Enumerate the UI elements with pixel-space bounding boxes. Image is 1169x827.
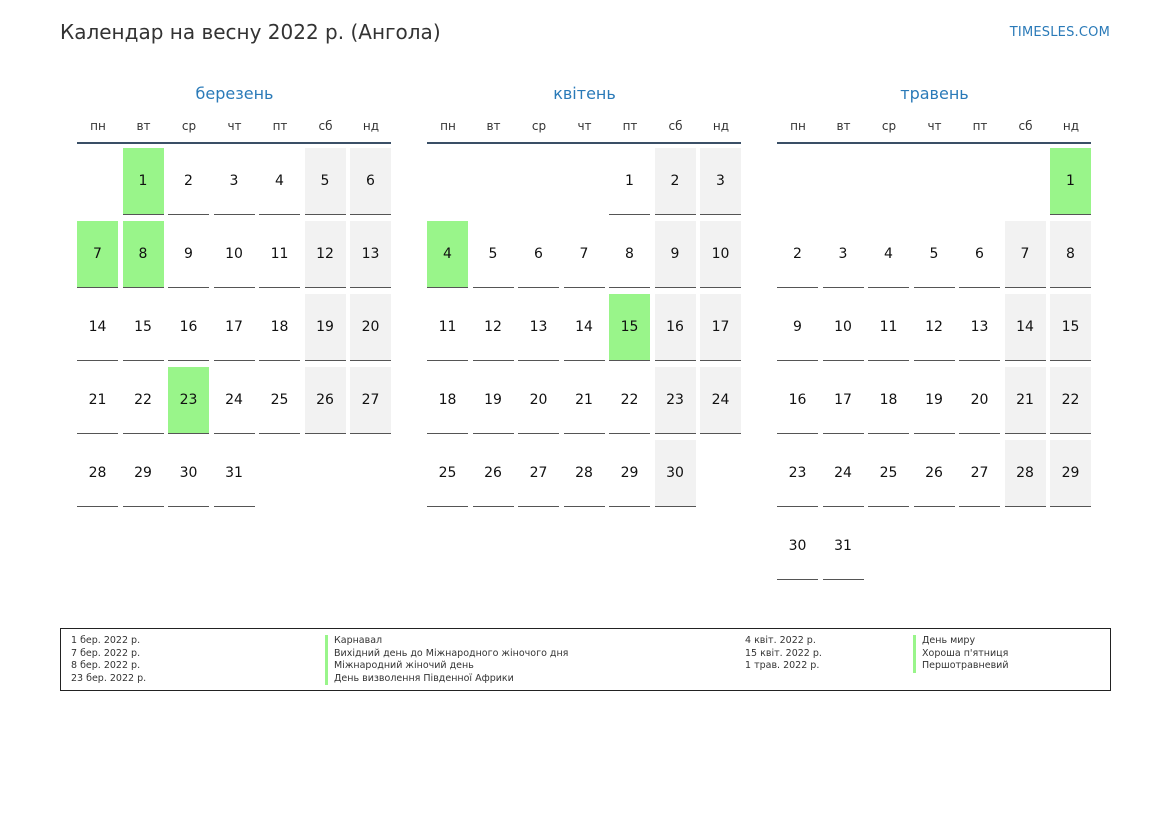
day-cell: 15 [123,294,164,361]
day-cell: 21 [564,367,605,434]
day-cell: 14 [1005,294,1046,361]
weekday-label: пт [622,119,638,133]
weekday-label: ср [881,119,897,133]
day-cell: 11 [868,294,909,361]
day-cell: 30 [168,440,209,507]
page-title: Календар на весну 2022 р. (Ангола) [60,20,441,44]
day-cell: 22 [123,367,164,434]
holiday-day-cell: 1 [1050,148,1091,215]
day-cell: 12 [305,221,346,288]
holiday-day-cell: 4 [427,221,468,288]
day-cell: 20 [518,367,559,434]
legend-holiday-name: Міжнародний жіночий день [325,660,474,673]
legend-holiday-name: Першотравневий [913,660,1009,673]
day-cell: 5 [473,221,514,288]
day-cell: 6 [959,221,1000,288]
month-name: травень [900,84,969,103]
day-cell: 18 [868,367,909,434]
day-cell: 13 [350,221,391,288]
weekday-label: нд [1062,119,1080,133]
legend-date: 15 квіт. 2022 р. [745,647,822,659]
weekday-label: вт [486,119,501,133]
weekday-label: чт [227,119,242,133]
legend-holiday-name: Вихідний день до Міжнародного жіночого дня [325,648,568,661]
day-cell: 12 [473,294,514,361]
day-cell: 18 [427,367,468,434]
day-cell: 19 [305,294,346,361]
day-cell: 28 [1005,440,1046,507]
legend-date: 7 бер. 2022 р. [71,647,141,659]
day-cell: 8 [609,221,650,288]
day-cell: 13 [959,294,1000,361]
day-cell: 9 [777,294,818,361]
holiday-legend [60,628,1111,691]
day-cell: 24 [700,367,741,434]
weekday-label: вт [836,119,851,133]
day-cell: 31 [823,513,864,580]
weekday-label: ср [531,119,547,133]
weekday-label: нд [362,119,380,133]
holiday-day-cell: 15 [609,294,650,361]
day-cell: 17 [823,367,864,434]
day-cell: 20 [350,294,391,361]
day-cell: 7 [564,221,605,288]
day-cell: 26 [305,367,346,434]
legend-holiday-name: Хороша п'ятниця [913,648,1008,661]
day-cell: 24 [214,367,255,434]
day-cell: 14 [564,294,605,361]
day-cell: 5 [914,221,955,288]
day-cell: 16 [168,294,209,361]
day-cell: 10 [823,294,864,361]
day-cell: 6 [518,221,559,288]
day-cell: 9 [168,221,209,288]
legend-holiday-name: День визволення Південної Африки [325,673,514,686]
weekday-label: пн [790,119,806,133]
holiday-day-cell: 1 [123,148,164,215]
holiday-day-cell: 8 [123,221,164,288]
weekday-label: пн [90,119,106,133]
day-cell: 2 [655,148,696,215]
legend-date: 8 бер. 2022 р. [71,660,141,671]
day-cell: 29 [123,440,164,507]
weekday-label: пт [972,119,988,133]
weekday-label: пт [272,119,288,133]
day-cell: 4 [259,148,300,215]
day-cell: 10 [700,221,741,288]
day-cell: 11 [259,221,300,288]
holiday-day-cell: 23 [168,367,209,434]
day-cell: 2 [777,221,818,288]
month-name: квітень [553,84,616,103]
site-link[interactable]: TIMESLES.COM [1009,25,1110,40]
holiday-day-cell: 7 [77,221,118,288]
day-cell: 31 [214,440,255,507]
weekday-label: сб [668,119,683,133]
day-cell: 5 [305,148,346,215]
day-cell: 29 [609,440,650,507]
weekday-label: пн [440,119,456,133]
day-cell: 3 [823,221,864,288]
day-cell: 9 [655,221,696,288]
weekday-label: вт [136,119,151,133]
weekday-label: нд [712,119,730,133]
day-cell: 18 [259,294,300,361]
day-cell: 12 [914,294,955,361]
month-divider [777,142,1091,144]
day-cell: 26 [473,440,514,507]
legend-date: 23 бер. 2022 р. [71,672,147,684]
day-cell: 3 [700,148,741,215]
day-cell: 4 [868,221,909,288]
day-cell: 19 [473,367,514,434]
day-cell: 26 [914,440,955,507]
day-cell: 10 [214,221,255,288]
legend-date: 1 бер. 2022 р. [71,635,141,646]
day-cell: 17 [214,294,255,361]
day-cell: 28 [77,440,118,507]
month-divider [427,142,741,144]
day-cell: 27 [518,440,559,507]
legend-holiday-name: День миру [913,635,975,648]
day-cell: 22 [1050,367,1091,434]
day-cell: 17 [700,294,741,361]
day-cell: 30 [777,513,818,580]
day-cell: 25 [868,440,909,507]
month-name: березень [195,84,274,103]
day-cell: 16 [777,367,818,434]
weekday-label: сб [1018,119,1033,133]
day-cell: 25 [259,367,300,434]
day-cell: 20 [959,367,1000,434]
weekday-label: ср [181,119,197,133]
day-cell: 11 [427,294,468,361]
day-cell: 24 [823,440,864,507]
day-cell: 27 [350,367,391,434]
legend-date: 1 трав. 2022 р. [745,660,820,671]
legend-date: 4 квіт. 2022 р. [745,635,816,646]
day-cell: 21 [1005,367,1046,434]
weekday-label: чт [927,119,942,133]
month-divider [77,142,391,144]
day-cell: 15 [1050,294,1091,361]
weekday-label: сб [318,119,333,133]
day-cell: 25 [427,440,468,507]
day-cell: 23 [777,440,818,507]
day-cell: 2 [168,148,209,215]
day-cell: 3 [214,148,255,215]
day-cell: 22 [609,367,650,434]
day-cell: 23 [655,367,696,434]
day-cell: 29 [1050,440,1091,507]
day-cell: 21 [77,367,118,434]
day-cell: 6 [350,148,391,215]
day-cell: 30 [655,440,696,507]
legend-holiday-name: Карнавал [325,635,382,648]
day-cell: 8 [1050,221,1091,288]
day-cell: 28 [564,440,605,507]
day-cell: 19 [914,367,955,434]
day-cell: 7 [1005,221,1046,288]
day-cell: 27 [959,440,1000,507]
day-cell: 13 [518,294,559,361]
weekday-label: чт [577,119,592,133]
day-cell: 16 [655,294,696,361]
day-cell: 1 [609,148,650,215]
day-cell: 14 [77,294,118,361]
